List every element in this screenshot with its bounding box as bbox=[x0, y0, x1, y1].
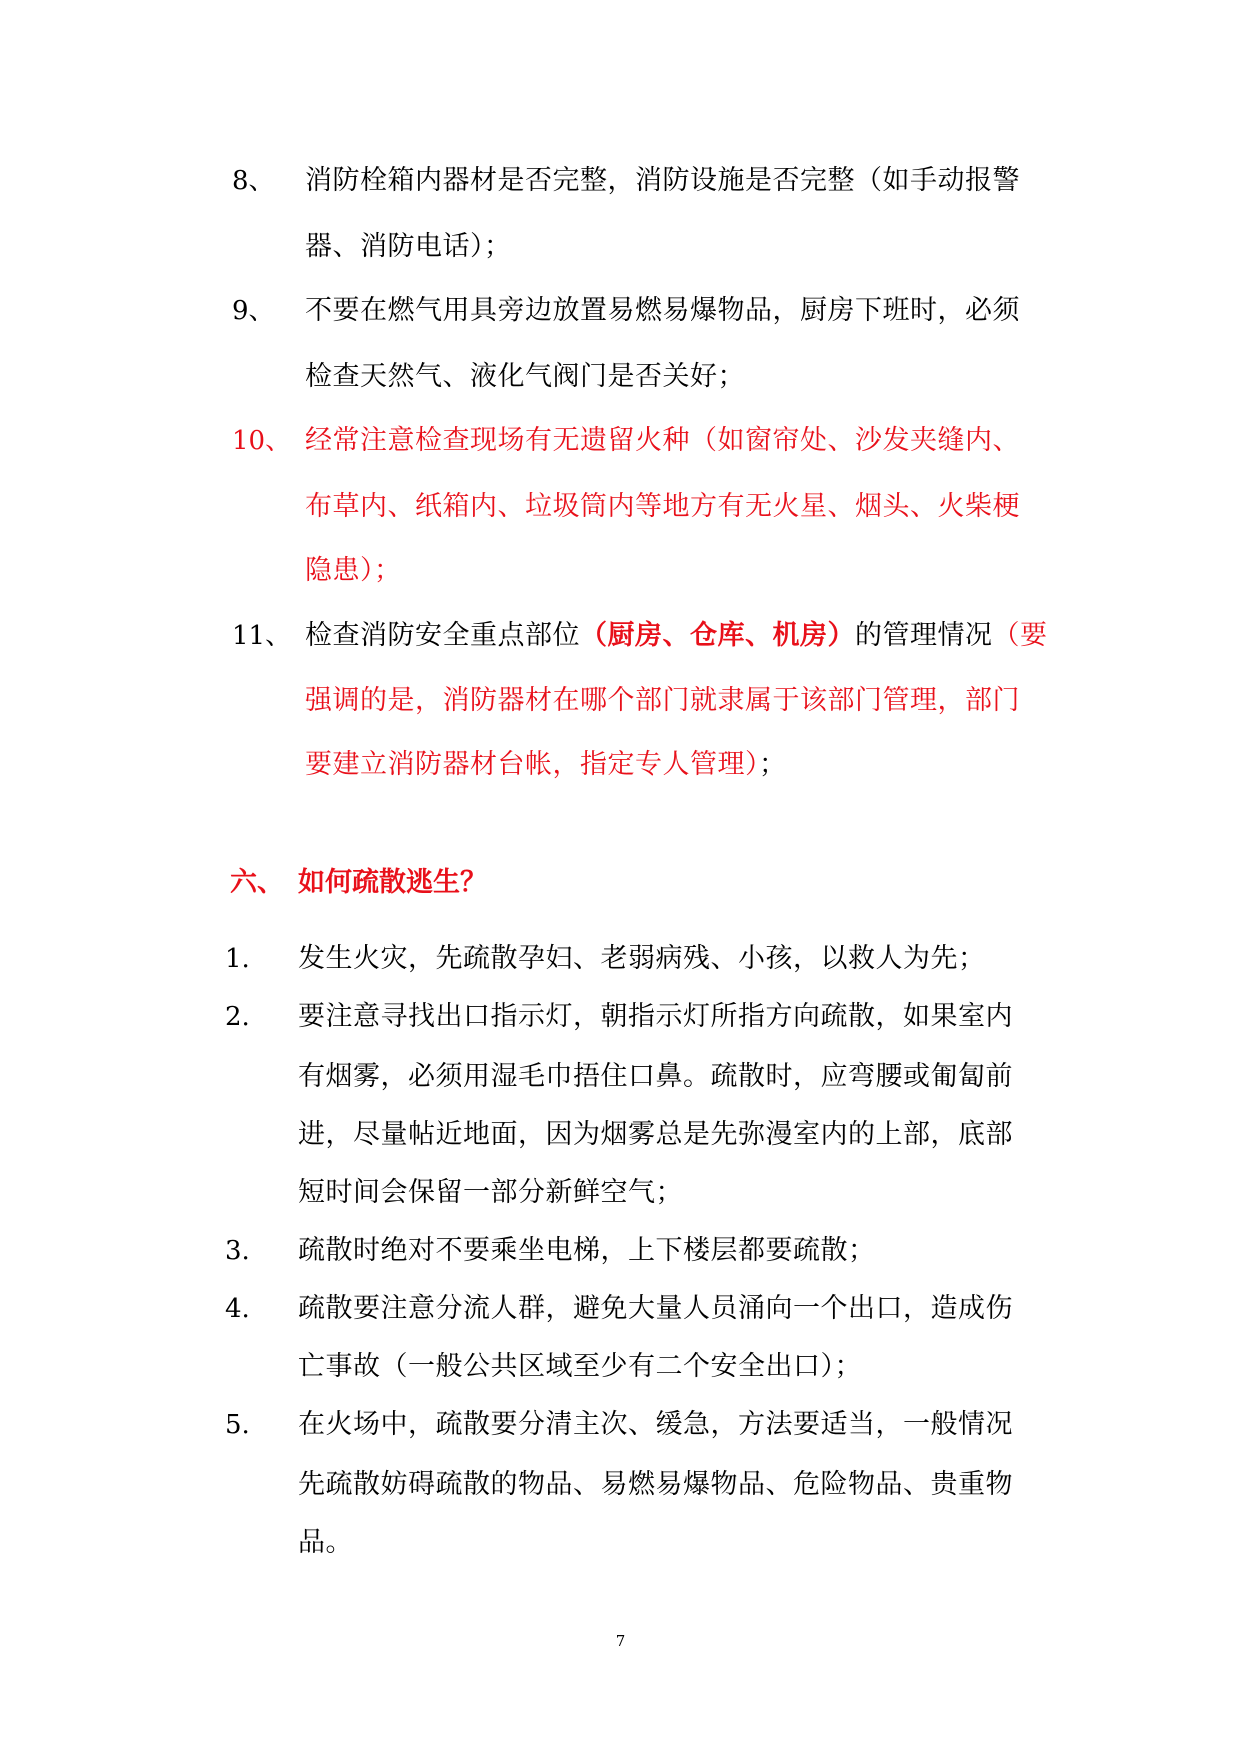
list-line: 进，尽量帖近地面，因为烟雾总是先弥漫室内的上部，底部 bbox=[298, 1119, 1013, 1150]
text-segment: ； bbox=[759, 749, 787, 780]
list-line: 疏散要注意分流人群，避免大量人员涌向一个出口，造成伤 bbox=[298, 1293, 1013, 1324]
list-line: 要注意寻找出口指示灯，朝指示灯所指方向疏散，如果室内 bbox=[298, 1001, 1013, 1032]
list-line bbox=[305, 749, 787, 781]
list-line: 隐患）； bbox=[305, 555, 402, 586]
list-line: 器、消防电话）； bbox=[305, 231, 512, 262]
list-line: 在火场中，疏散要分清主次、缓急，方法要适当，一般情况 bbox=[298, 1409, 1013, 1440]
list-number: 4. bbox=[225, 1294, 250, 1324]
list-line: 发生火灾，先疏散孕妇、老弱病残、小孩，以救人为先； bbox=[298, 943, 986, 974]
list-line: 亡事故（一般公共区域至少有二个安全出口）； bbox=[298, 1351, 862, 1382]
emphasis-text: （厨房、仓库、机房） bbox=[580, 620, 855, 651]
list-number: 2. bbox=[225, 1002, 250, 1032]
list-number: 1. bbox=[225, 944, 250, 974]
list-line: 布草内、纸箱内、垃圾筒内等地方有无火星、烟头、火柴梗 bbox=[305, 491, 1020, 522]
section-number: 六、 bbox=[230, 867, 284, 898]
list-number: 9、 bbox=[232, 296, 275, 326]
list-line: 疏散时绝对不要乘坐电梯，上下楼层都要疏散； bbox=[298, 1235, 876, 1266]
list-line: 不要在燃气用具旁边放置易燃易爆物品，厨房下班时，必须 bbox=[305, 295, 1020, 326]
list-line: 品。 bbox=[298, 1527, 353, 1558]
section-title: 如何疏散逃生？ bbox=[298, 867, 487, 898]
list-number: 10、 bbox=[232, 426, 292, 456]
list-line: 消防栓箱内器材是否完整，消防设施是否完整（如手动报警 bbox=[305, 165, 1020, 196]
list-number: 3. bbox=[225, 1236, 250, 1266]
list-line: 经常注意检查现场有无遗留火种（如窗帘处、沙发夹缝内、 bbox=[305, 425, 1020, 456]
list-line: 检查天然气、液化气阀门是否关好； bbox=[305, 361, 745, 392]
list-line: 强调的是，消防器材在哪个部门就隶属于该部门管理，部门 bbox=[305, 685, 1020, 716]
text-segment: 检查消防安全重点部位 bbox=[305, 620, 580, 651]
text-segment: （要 bbox=[992, 620, 1048, 651]
page-number: 7 bbox=[615, 1632, 626, 1650]
list-number: 11、 bbox=[232, 621, 292, 651]
list-number: 8、 bbox=[232, 166, 275, 196]
text-segment: 要建立消防器材台帐，指定专人管理） bbox=[305, 749, 759, 780]
list-line: 有烟雾，必须用湿毛巾捂住口鼻。疏散时，应弯腰或匍匐前 bbox=[298, 1061, 1013, 1092]
list-number: 5. bbox=[225, 1410, 250, 1440]
list-line: 短时间会保留一部分新鲜空气； bbox=[298, 1177, 683, 1208]
text-segment: 的管理情况 bbox=[855, 620, 993, 651]
list-line bbox=[305, 620, 1048, 652]
list-line: 先疏散妨碍疏散的物品、易燃易爆物品、危险物品、贵重物 bbox=[298, 1469, 1013, 1500]
